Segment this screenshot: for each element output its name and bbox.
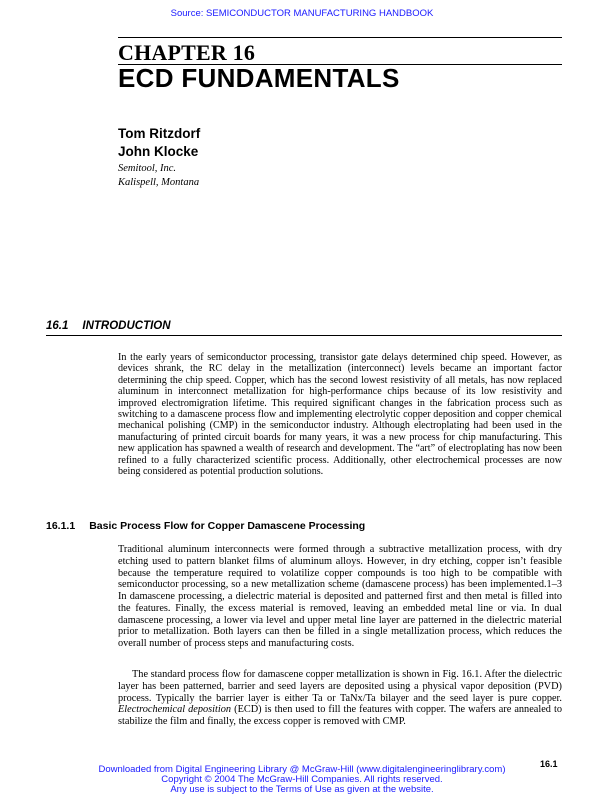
section-heading	[46, 320, 171, 332]
chapter-title: ECD FUNDAMENTALS	[118, 63, 400, 93]
page-number: 16.1	[540, 759, 558, 769]
chapter-label: CHAPTER 16	[118, 40, 256, 65]
subsection-heading	[46, 520, 365, 532]
affiliation-org: Semitool, Inc.	[118, 163, 177, 174]
source-link[interactable]: Source: SEMICONDUCTOR MANUFACTURING HANDBOOK	[170, 8, 434, 19]
footer-copyright-link[interactable]: Copyright © 2004 The McGraw-Hill Companies. All rights reserved.	[161, 774, 443, 785]
section-number: 16.1	[46, 320, 69, 332]
flow-text-end: (ECD) is then used to fill the features with copper. The wafers are annealed to stabilize the film and finally, the excess copper is removed with CMP.	[118, 704, 562, 727]
section-title: INTRODUCTION	[82, 320, 171, 332]
section-rule	[46, 335, 562, 336]
process-flow-paragraph	[118, 669, 562, 728]
footer-download-link[interactable]: Downloaded from Digital Engineering Library @ McGraw-Hill (www.digitalengineeringlibrary.com)	[98, 764, 506, 775]
affiliation-location: Kalispell, Montana	[118, 177, 200, 188]
footer-terms-link[interactable]: Any use is subject to the Terms of Use as given at the website.	[170, 784, 434, 795]
author-name: John Klocke	[118, 144, 199, 159]
subsection-number: 16.1.1	[46, 520, 76, 532]
flow-text-emphasis: Electrochemical deposition	[118, 704, 232, 716]
subsection-title: Basic Process Flow for Copper Damascene Processing	[89, 520, 366, 532]
flow-text-start: The standard process flow for damascene copper metallization is shown in Fig. 16.1. After the dielectric layer has been patterned, barrier and seed layers are deposited using a physical vapor deposition (PVD) process. Typically the barrier layer is either Ta or TaNx/Ta bilayer and the seed layer is pure copper.	[118, 669, 562, 704]
process-paragraph: Traditional aluminum interconnects were formed through a subtractive metallization process, with dry etching used to pattern blanket films of aluminum alloys. However, in dry etching, copper isn’t feasible because the temperature required to volatilize copper compounds is too high to be compatible with semiconductor processing, so a new metallization scheme (damascene process) has been implemented.1–3 In damascene processing, a dielectric material is deposited and patterned first and then metal is filled into the features. Finally, the excess material is removed, leaving an embedded metal line or via. In dual damascene processing, a lower via level and upper metal line layer are patterned in the dielectric material prior to metallization. Both layers can then be filled in a single metallization process, which reduces the overall number of process steps and manufacturing costs.	[118, 544, 562, 649]
intro-paragraph: In the early years of semiconductor processing, transistor gate delays determined chip speed. However, as devices shrank, the RC delay in the metallization (interconnect) levels became an important factor determining the chip speed. Copper, which has the second lowest resistivity of all metals, has now replaced aluminum in interconnect metallization for high-performance chips because of its low resistivity and improved electromigration lifetime. This required significant changes in the fabrication process such as switching to a damascene process flow and implementing electrolytic copper deposition and copper chemical mechanical polishing (CMP) in the semiconductor industry. Although electroplating had been used in the manufacturing of printed circuit boards for many years, it was a new process for chip manufacturing. This new application has spawned a wealth of research and development. The “art” of electroplating has now been refined to a fully characterized scientific process. Additionally, other electrochemical processes are now being considered as potential production solutions.	[118, 352, 562, 478]
author-name: Tom Ritzdorf	[118, 126, 201, 141]
top-rule	[118, 37, 562, 38]
